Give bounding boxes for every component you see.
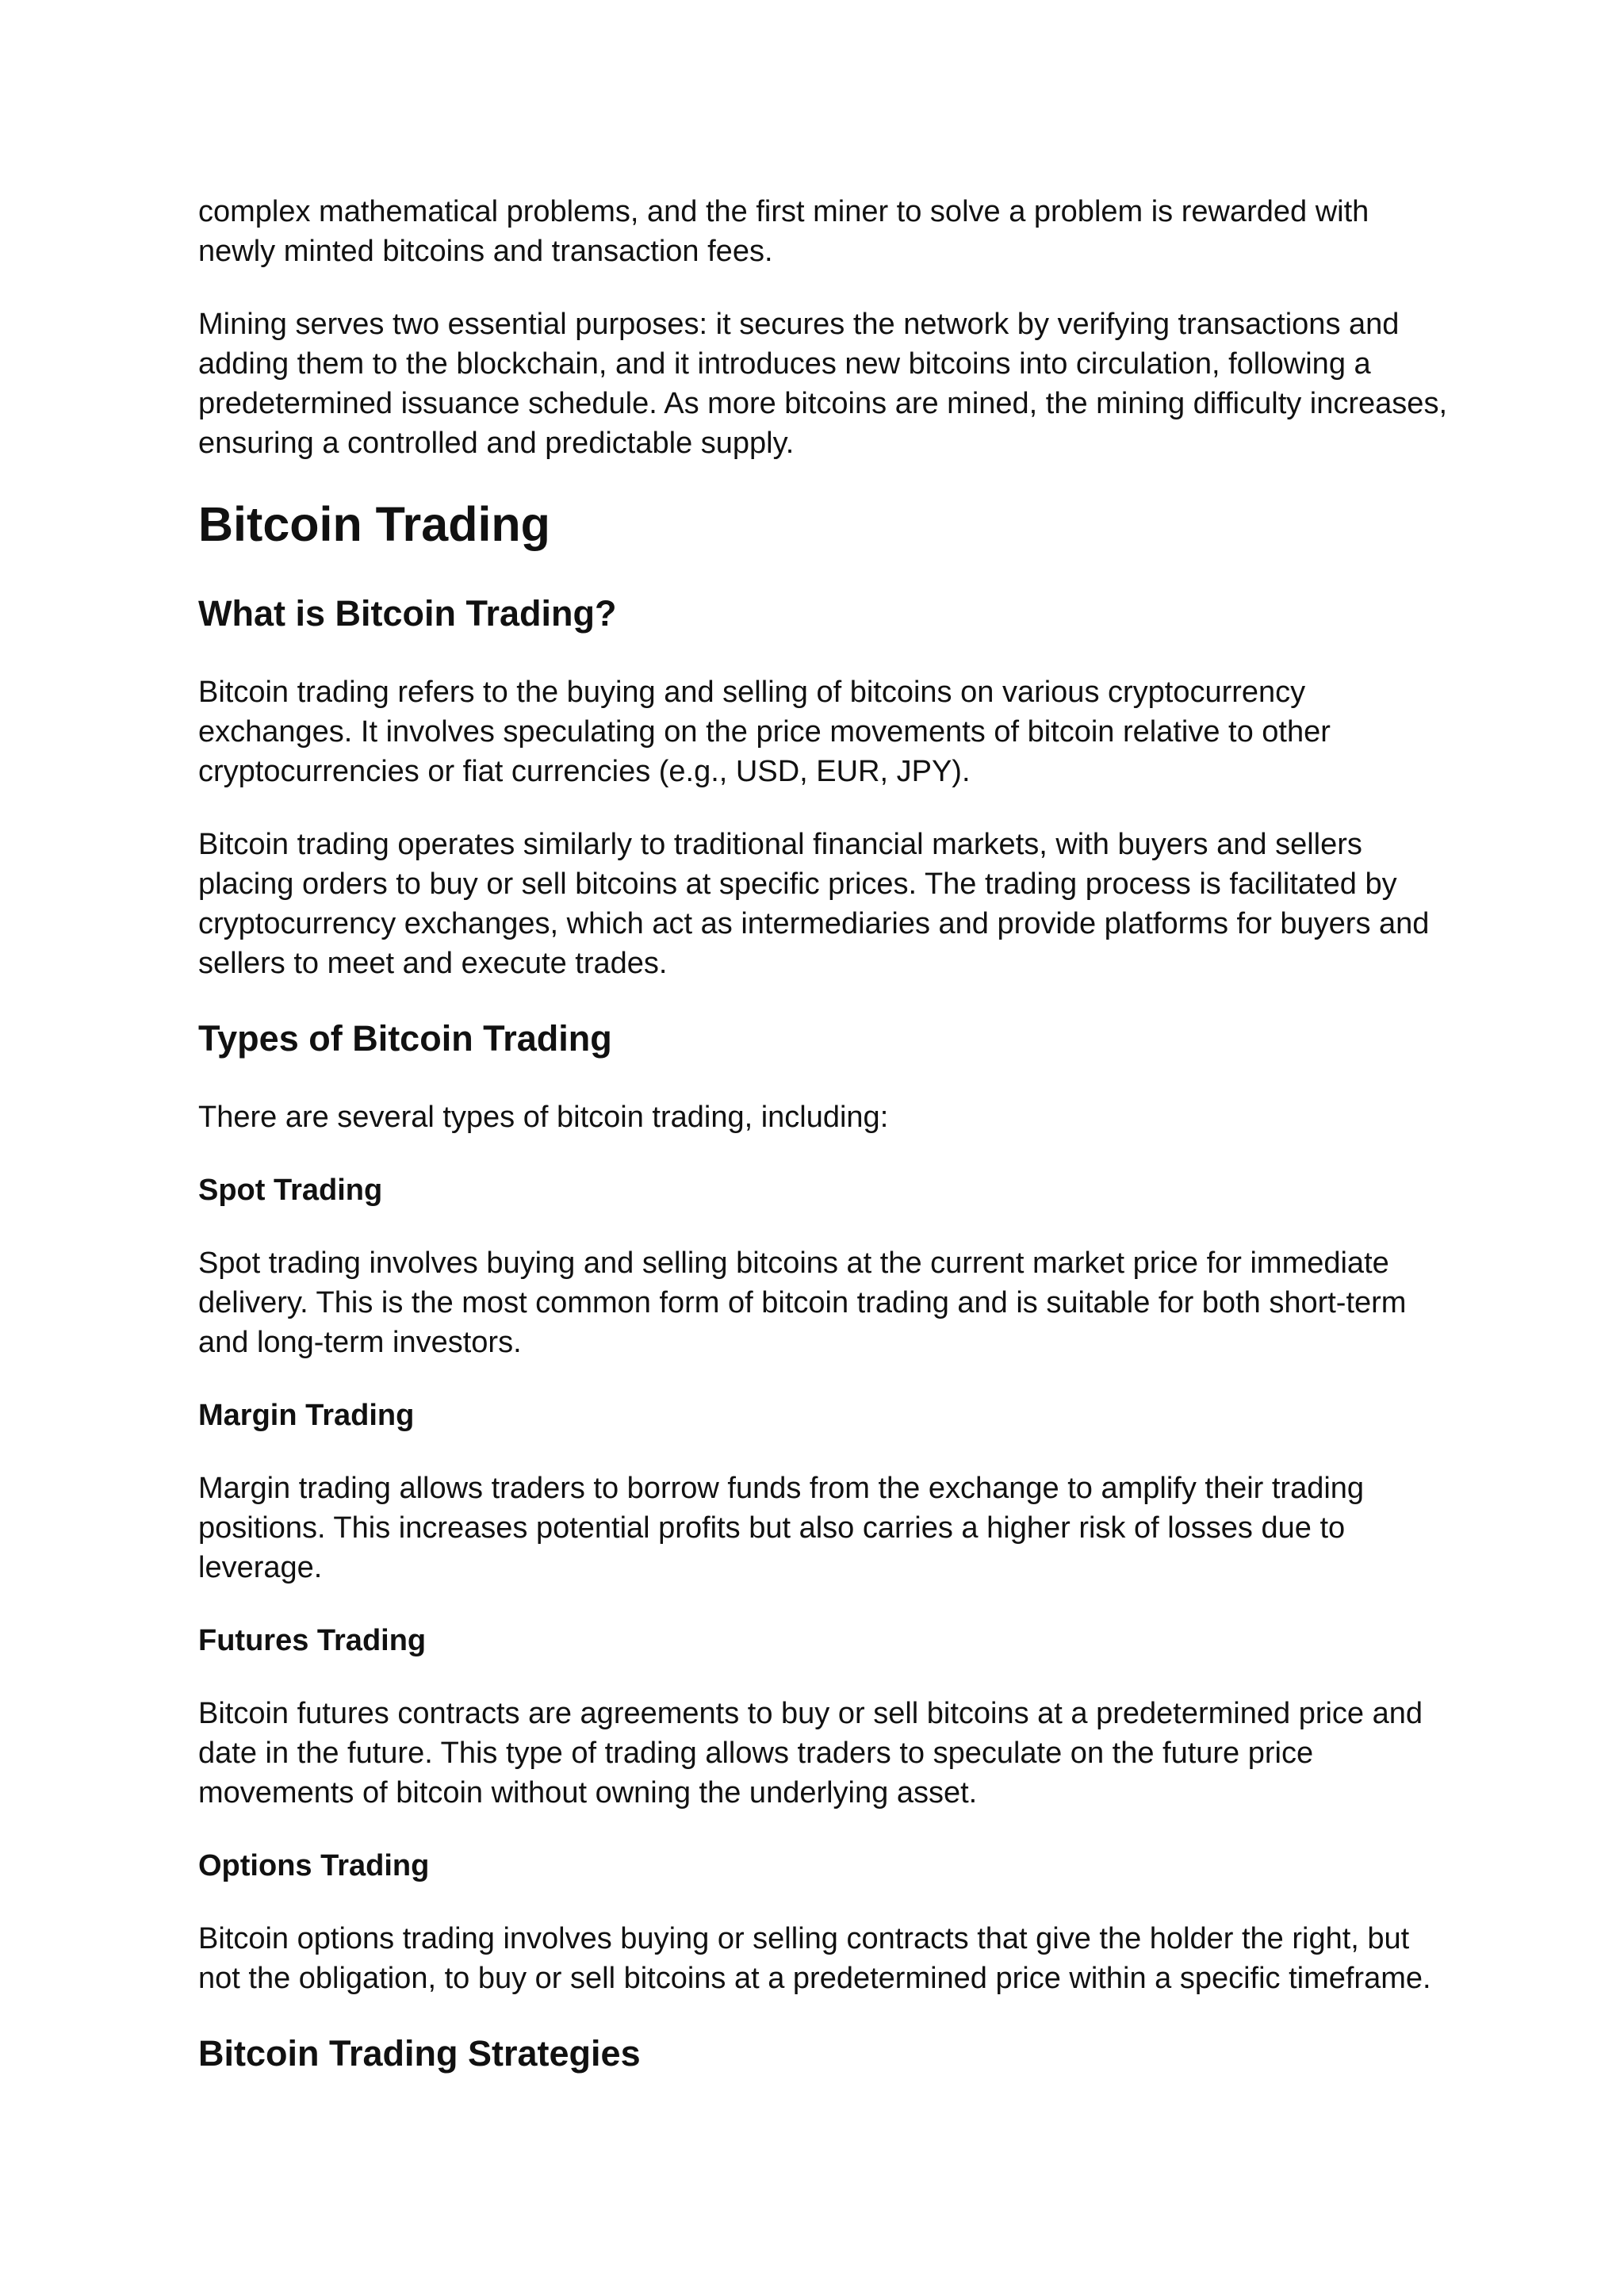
paragraph-spot-trading: Spot trading involves buying and selling bitcoins at the current market price for immediate delivery. This is the most common form of bitcoin trading and is suitable for both short-term and long-term investors. (198, 1247, 1407, 1359)
subheading-spot-trading: Spot Trading (198, 1174, 383, 1207)
paragraph-options-trading: Bitcoin options trading involves buying or selling contracts that give the holder the right, but not the obligation, to buy or sell bitcoins at a predetermined price within a specific timeframe. (198, 1922, 1431, 1995)
paragraph-margin-trading: Margin trading allows traders to borrow funds from the exchange to amplify their trading positions. This increases potential profits but also carries a higher risk of losses due to leverage. (198, 1472, 1365, 1584)
section-title-bitcoin-trading: Bitcoin Trading (198, 497, 550, 551)
heading-what-is-bitcoin-trading: What is Bitcoin Trading? (198, 593, 617, 634)
document-body (198, 192, 1451, 2112)
heading-types-of-trading: Types of Bitcoin Trading (198, 1018, 612, 1059)
paragraph-what-is-trading: Bitcoin trading refers to the buying and selling of bitcoins on various cryptocurrency exchanges. It involves speculating on the price movements of bitcoin relative to other cryptocurrencies or fiat currencies (e.g., USD, EUR, JPY). (198, 676, 1331, 788)
paragraph-mining-purposes: Mining serves two essential purposes: it secures the network by verifying transactions and adding them to the blockchain, and it introduces new bitcoins into circulation, following a predetermined issuance schedule. As more bitcoins are mined, the mining difficulty increases, ensuring a controlled and predictable supply. (198, 308, 1447, 460)
paragraph-trading-markets: Bitcoin trading operates similarly to traditional financial markets, with buyers and sellers placing orders to buy or sell bitcoins at specific prices. The trading process is facilitated by cryptocurrency exchanges, which act as intermediaries and provide platforms for buyers and sellers to meet and execute trades. (198, 828, 1430, 980)
subheading-futures-trading: Futures Trading (198, 1624, 427, 1657)
paragraph-mining-reward: complex mathematical problems, and the first miner to solve a problem is rewarded with newly minted bitcoins and transaction fees. (198, 195, 1369, 268)
paragraph-types-intro: There are several types of bitcoin trading, including: (198, 1101, 889, 1134)
subheading-options-trading: Options Trading (198, 1849, 430, 1882)
paragraph-futures-trading: Bitcoin futures contracts are agreements to buy or sell bitcoins at a predetermined price and date in the future. This type of trading allows traders to speculate on the future price movements of bitcoin without owning the underlying asset. (198, 1697, 1423, 1810)
heading-trading-strategies: Bitcoin Trading Strategies (198, 2033, 641, 2074)
subheading-margin-trading: Margin Trading (198, 1399, 415, 1432)
